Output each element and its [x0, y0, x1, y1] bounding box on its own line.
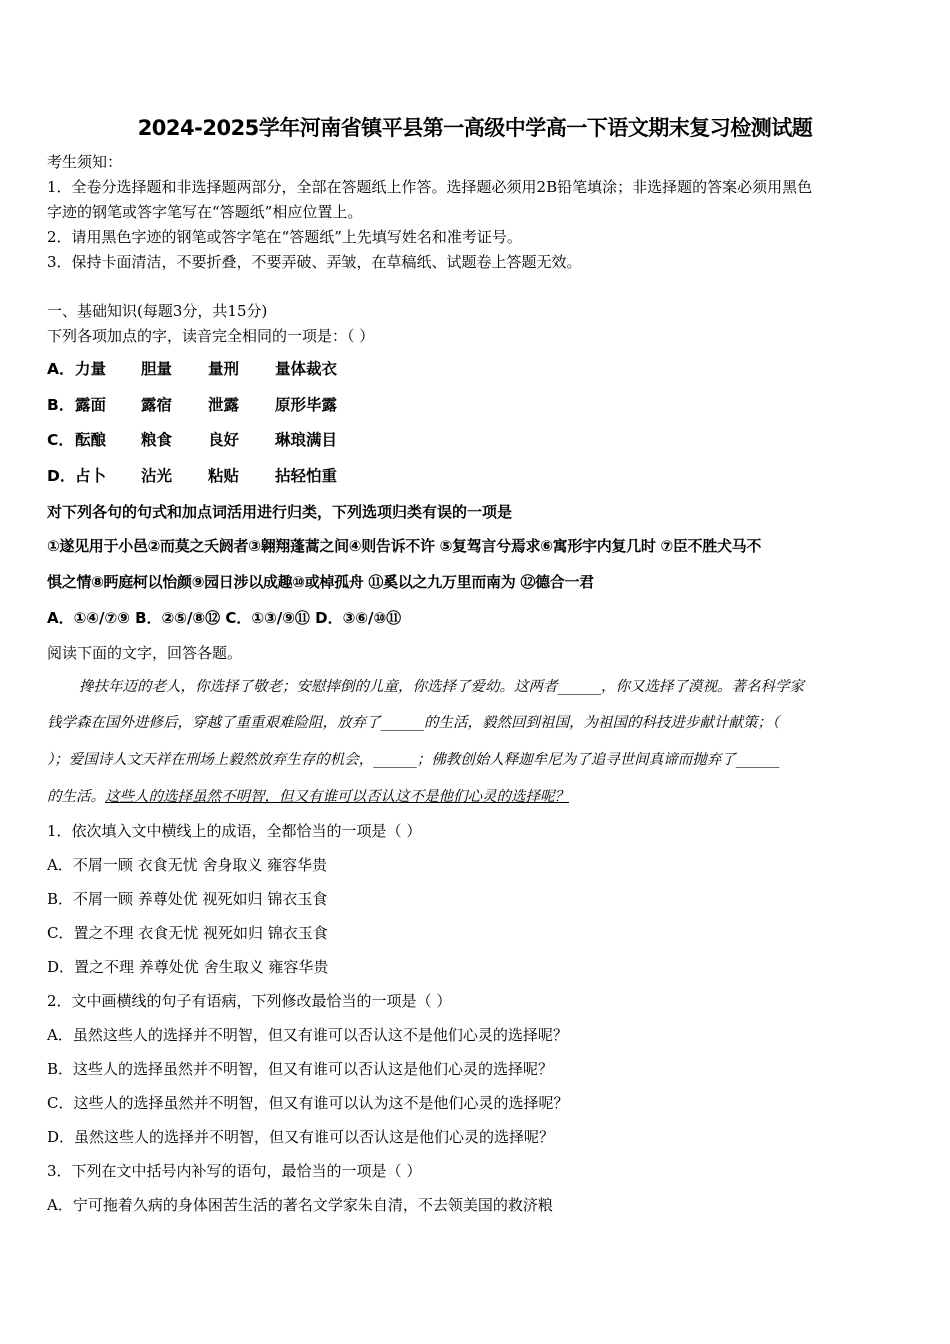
option-word: 量刑 [208, 360, 240, 378]
option-word: 占卜 [75, 467, 107, 485]
q2-answer-options: A．①④/⑦⑨ B．②⑤/⑧⑫ C．①③/⑨⑪ D．③⑥/⑩⑪ [47, 609, 402, 627]
option-word: 露面 [75, 396, 107, 414]
q1-option-c [47, 430, 337, 450]
question-2-option-c: C．这些人的选择虽然并不明智，但又有谁可以认为这不是他们心灵的选择呢？ [47, 1094, 569, 1112]
question-1-option-d: D．置之不理 养尊处优 舍生取义 雍容华贵 [47, 958, 329, 976]
option-word: 拈轻怕重 [275, 467, 338, 485]
question-1-option-b: B．不屑一顾 养尊处优 视死如归 锦衣玉食 [47, 890, 328, 908]
q1-option-a [47, 359, 337, 379]
notice-line-1b: 字迹的钢笔或答字笔写在“答题纸”相应位置上。 [47, 203, 363, 221]
q1-stem: 下列各项加点的字，读音完全相同的一项是：（ ） [47, 327, 375, 345]
option-word: 泄露 [208, 396, 240, 414]
passage-line-2: 钱学森在国外进修后，穿越了重重艰难险阻，放弃了______的生活，毅然回到祖国，为祖国的科技进步献计献策；（ [47, 715, 780, 731]
notice-heading: 考生须知： [47, 153, 123, 171]
passage-line-3: ）；爱国诗人文天祥在刑场上毅然放弃生存的机会，______；佛教创始人释迦牟尼为了追寻世间真谛而抛弃了______ [47, 752, 780, 768]
q1-option-b [47, 395, 337, 415]
option-label: A． [47, 360, 75, 378]
section-heading: 一、基础知识(每题3分，共15分) [47, 302, 268, 320]
option-word: 沾光 [141, 467, 173, 485]
notice-line-1: 1．全卷分选择题和非选择题两部分，全部在答题纸上作答。选择题必须用2B铅笔填涂；非选择题的答案必须用黑色 [47, 178, 813, 196]
option-label: B． [47, 396, 75, 414]
question-2-option-a: A．虽然这些人的选择并不明智，但又有谁可以否认这不是他们心灵的选择呢？ [47, 1026, 568, 1044]
option-word: 原形毕露 [275, 396, 338, 414]
question-2-stem: 2．文中画横线的句子有语病，下列修改最恰当的一项是（ ） [47, 992, 452, 1010]
underlined-sentence: 这些人的选择虽然不明智，但又有谁可以否认这不是他们心灵的选择呢？ [105, 789, 569, 805]
option-word: 酝酿 [75, 431, 107, 449]
question-3-option-a: A．宁可拖着久病的身体困苦生活的著名文学家朱自清，不去领美国的救济粮 [47, 1196, 553, 1214]
option-word: 良好 [208, 431, 240, 449]
page-title: 2024-2025学年河南省镇平县第一高级中学高一下语文期末复习检测试题 [137, 116, 813, 140]
option-word: 粘贴 [208, 467, 240, 485]
reading-intro: 阅读下面的文字，回答各题。 [47, 644, 243, 662]
option-word: 粮食 [141, 431, 173, 449]
notice-line-3: 3．保持卡面清洁，不要折叠，不要弄破、弄皱，在草稿纸、试题卷上答题无效。 [47, 253, 582, 271]
option-label: D． [47, 467, 76, 485]
option-word: 量体裁衣 [275, 360, 338, 378]
passage-line-4 [47, 787, 569, 807]
option-word: 露宿 [141, 396, 173, 414]
question-3-stem: 3．下列在文中括号内补写的语句，最恰当的一项是（ ） [47, 1162, 422, 1180]
q2-items-line-2: 惧之情⑧眄庭柯以怡颜⑨园日涉以成趣⑩或棹孤舟 ⑪奚以之九万里而南为 ⑫德合一君 [47, 573, 594, 591]
q2-items-line-1: ①遂见用于小邑②而莫之夭阏者③翱翔蓬蒿之间④则告诉不许 ⑤复驾言兮焉求⑥寓形宇内复几时 ⑦臣不胜犬马不 [47, 537, 762, 555]
notice-line-2: 2．请用黑色字迹的钢笔或答字笔在“答题纸”上先填写姓名和准考证号。 [47, 228, 522, 246]
q2-stem: 对下列各句的句式和加点词活用进行归类，下列选项归类有误的一项是 [47, 503, 513, 521]
passage-line-1: 搀扶年迈的老人，你选择了敬老；安慰摔倒的儿童，你选择了爱幼。这两者______，你又选择了漠视。著名科学家 [79, 679, 804, 695]
question-1-stem: 1．依次填入文中横线上的成语，全都恰当的一项是（ ） [47, 822, 422, 840]
passage-text: 的生活。 [47, 789, 105, 805]
question-1-option-a: A．不屑一顾 衣食无忧 舍身取义 雍容华贵 [47, 856, 328, 874]
question-2-option-b: B．这些人的选择虽然并不明智，但又有谁可以否认这是他们心灵的选择呢？ [47, 1060, 554, 1078]
question-1-option-c: C．置之不理 衣食无忧 视死如归 锦衣玉食 [47, 924, 328, 942]
q1-option-d [47, 466, 337, 486]
question-2-option-d: D．虽然这些人的选择并不明智，但又有谁可以否认这是他们心灵的选择呢？ [47, 1128, 555, 1146]
option-label: C． [47, 431, 74, 449]
option-word: 力量 [75, 360, 107, 378]
option-word: 琳琅满目 [275, 431, 338, 449]
option-word: 胆量 [141, 360, 173, 378]
